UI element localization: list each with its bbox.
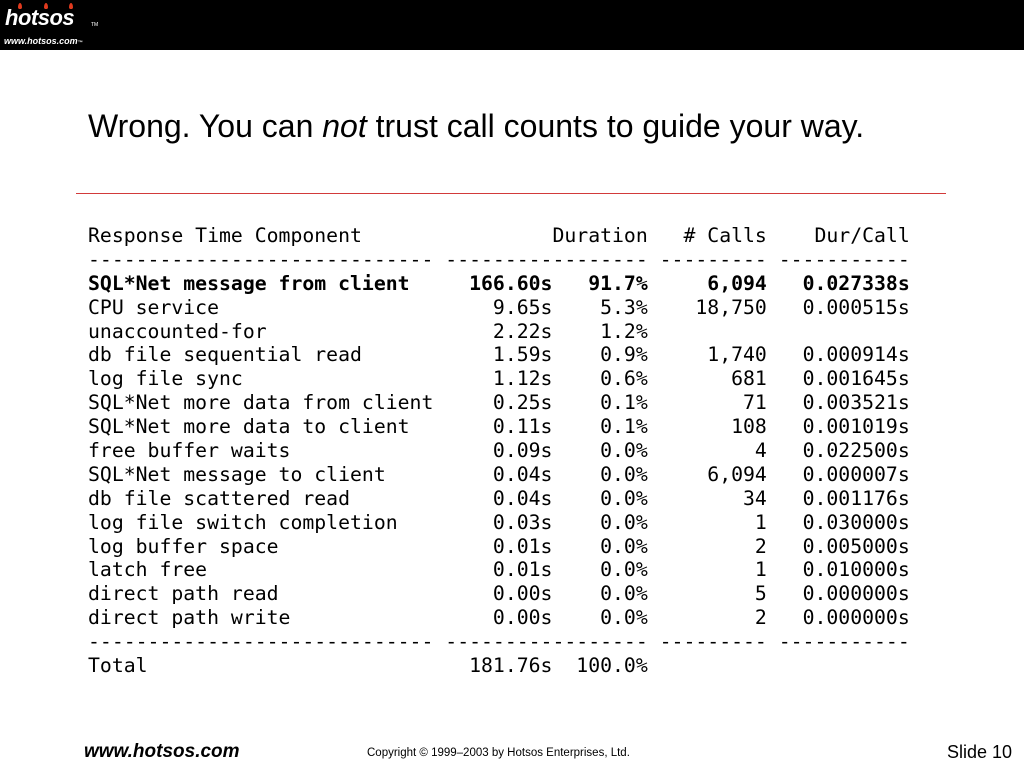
cell-percent: 0.0% — [552, 462, 660, 486]
cell-component: SQL*Net more data to client — [88, 415, 446, 439]
cell-component: SQL*Net message from client — [88, 271, 446, 295]
cell-component: unaccounted-for — [88, 319, 446, 343]
table-row — [88, 296, 910, 320]
cell-dur-per-call: 0.030000s — [778, 510, 910, 534]
cell-calls: 681 — [659, 367, 779, 391]
separator-text: ----------------------------- ----------------- --------- ----------- — [88, 247, 910, 271]
cell-calls: 18,750 — [659, 295, 779, 319]
table-row — [88, 272, 910, 296]
column-header-calls: # Calls — [659, 224, 779, 247]
cell-seconds: 0.00s — [445, 606, 553, 630]
cell-seconds: 0.01s — [445, 534, 553, 558]
table-row — [88, 320, 910, 344]
cell-percent: 0.0% — [552, 606, 660, 630]
cell-seconds: 0.01s — [445, 558, 553, 582]
cell-seconds: 0.09s — [445, 439, 553, 463]
cell-dur-per-call: 0.003521s — [778, 391, 910, 415]
cell-seconds: 0.03s — [445, 510, 553, 534]
cell-seconds: 0.04s — [445, 486, 553, 510]
cell-dur-per-call: 0.022500s — [778, 439, 910, 463]
cell-dur-per-call: 0.000515s — [778, 295, 910, 319]
cell-seconds: 181.76s — [445, 654, 553, 678]
cell-percent: 5.3% — [552, 295, 660, 319]
cell-calls — [660, 320, 779, 343]
cell-dur-per-call: 0.001176s — [778, 486, 910, 510]
cell-component: Total — [88, 654, 446, 678]
header-bar — [0, 0, 1024, 50]
column-header-component: Response Time Component — [88, 224, 446, 247]
cell-calls: 1,740 — [659, 343, 779, 367]
cell-component: log file switch completion — [88, 510, 446, 534]
cell-seconds: 1.12s — [445, 367, 553, 391]
cell-seconds: 0.25s — [445, 391, 553, 415]
cell-dur-per-call: 0.005000s — [778, 534, 910, 558]
cell-calls: 1 — [659, 510, 779, 534]
table-row — [88, 535, 910, 559]
cell-percent: 0.0% — [552, 486, 660, 510]
table-row — [88, 487, 910, 511]
cell-calls: 108 — [659, 415, 779, 439]
cell-dur-per-call: 0.010000s — [778, 558, 910, 582]
cell-component: direct path write — [88, 606, 446, 630]
cell-seconds: 2.22s — [445, 319, 553, 343]
table-row — [88, 343, 910, 367]
cell-dur-per-call: 0.000000s — [778, 582, 910, 606]
cell-percent: 0.1% — [552, 391, 660, 415]
cell-calls: 2 — [659, 534, 779, 558]
footer-url[interactable]: www.hotsos.com — [84, 741, 240, 762]
table-row — [88, 367, 910, 391]
cell-calls — [660, 654, 779, 677]
cell-component: CPU service — [88, 295, 446, 319]
logo-url — [4, 36, 83, 48]
table-header — [88, 224, 910, 248]
table-row — [88, 606, 910, 630]
cell-calls: 1 — [659, 558, 779, 582]
title-end: trust call counts to guide your way. — [366, 108, 865, 144]
logo-url-trademark: ™ — [77, 40, 83, 46]
cell-calls: 6,094 — [659, 271, 779, 295]
separator-text: ----------------------------- ----------------- --------- ----------- — [88, 630, 910, 654]
cell-dur-per-call: 0.001645s — [778, 367, 910, 391]
cell-calls: 2 — [659, 606, 779, 630]
cell-dur-per-call: 0.001019s — [778, 415, 910, 439]
table-row — [88, 439, 910, 463]
cell-calls: 5 — [659, 582, 779, 606]
total-row — [88, 654, 910, 678]
cell-component: log file sync — [88, 367, 446, 391]
slide-title — [88, 106, 864, 146]
column-header-duration: Duration — [445, 224, 660, 247]
table-row — [88, 391, 910, 415]
cell-seconds: 0.11s — [445, 415, 553, 439]
title-start: Wrong. You can — [88, 108, 323, 144]
cell-component: free buffer waits — [88, 439, 446, 463]
hotsos-logo[interactable] — [0, 0, 102, 50]
cell-component: db file sequential read — [88, 343, 446, 367]
cell-percent: 91.7% — [552, 271, 660, 295]
logo-url-text: www.hotsos.com — [4, 36, 78, 46]
column-header-dur-per-call: Dur/Call — [778, 224, 910, 247]
logo-trademark: TM — [91, 22, 99, 28]
cell-calls: 71 — [659, 391, 779, 415]
cell-percent: 0.0% — [552, 558, 660, 582]
cell-calls: 4 — [659, 439, 779, 463]
cell-seconds: 1.59s — [445, 343, 553, 367]
cell-seconds: 166.60s — [445, 271, 553, 295]
cell-component: direct path read — [88, 582, 446, 606]
cell-component: SQL*Net more data from client — [88, 391, 446, 415]
cell-dur-per-call: 0.027338s — [778, 271, 910, 295]
table-row — [88, 511, 910, 535]
cell-component: log buffer space — [88, 534, 446, 558]
table-row — [88, 463, 910, 487]
cell-dur-per-call: 0.000007s — [778, 462, 910, 486]
table-separator — [88, 630, 910, 654]
cell-component: db file scattered read — [88, 486, 446, 510]
cell-percent: 0.0% — [552, 582, 660, 606]
cell-percent: 100.0% — [552, 654, 660, 678]
cell-dur-per-call — [779, 654, 910, 677]
cell-calls: 6,094 — [659, 462, 779, 486]
table-row — [88, 415, 910, 439]
table-row — [88, 558, 910, 582]
cell-seconds: 9.65s — [445, 295, 553, 319]
cell-seconds: 0.00s — [445, 582, 553, 606]
slide-number: Slide 10 — [946, 742, 1012, 762]
cell-dur-per-call — [779, 320, 910, 343]
response-time-table — [88, 224, 910, 678]
copyright-notice: Copyright © 1999–2003 by Hotsos Enterprises, Ltd. — [367, 747, 630, 759]
cell-percent: 0.1% — [552, 415, 660, 439]
cell-percent: 0.9% — [552, 343, 660, 367]
cell-component: latch free — [88, 558, 446, 582]
cell-seconds: 0.04s — [445, 462, 553, 486]
logo-wordmark: hotsos — [5, 5, 75, 30]
cell-percent: 1.2% — [552, 319, 660, 343]
cell-dur-per-call: 0.000914s — [778, 343, 910, 367]
cell-percent: 0.0% — [552, 510, 660, 534]
table-separator — [88, 248, 910, 272]
cell-component: SQL*Net message to client — [88, 462, 446, 486]
cell-percent: 0.0% — [552, 534, 660, 558]
cell-dur-per-call: 0.000000s — [778, 606, 910, 630]
cell-percent: 0.0% — [552, 439, 660, 463]
table-row — [88, 582, 910, 606]
title-emphasis: not — [322, 108, 367, 144]
cell-percent: 0.6% — [552, 367, 660, 391]
title-divider — [76, 193, 946, 194]
cell-calls: 34 — [659, 486, 779, 510]
